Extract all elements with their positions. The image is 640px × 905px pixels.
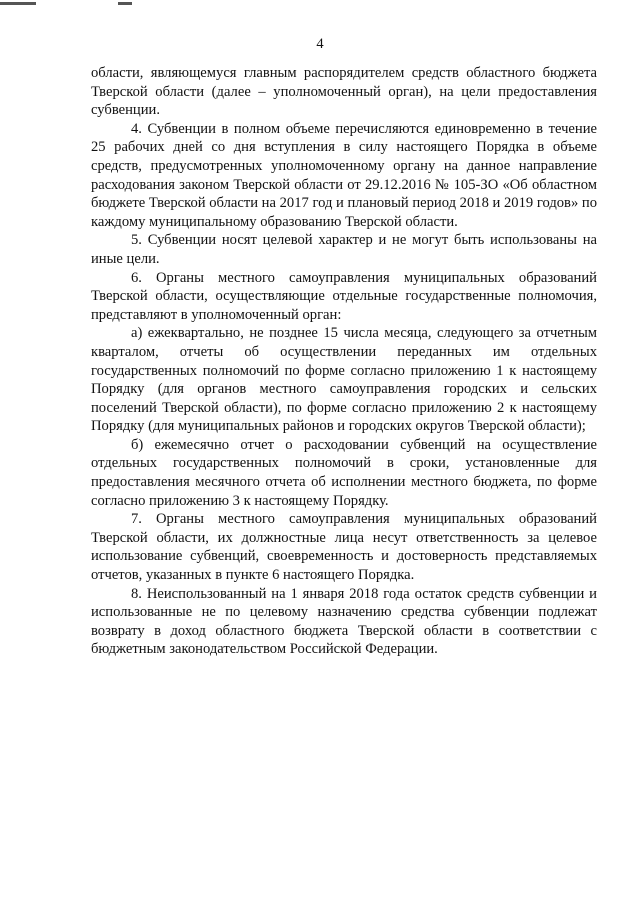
- paragraph-continuation: области, являющемуся главным распорядителем средств областного бюджета Тверской области (далее – уполномоченный орган), на цели предоставления субвенции.: [91, 65, 597, 119]
- paragraph-item-6: 6. Органы местного самоуправления муниципальных образований Тверской области, осуществляющие отдельные государственные полномочия, представляют в уполномоченный орган:: [91, 269, 597, 323]
- paragraph-item-4: 4. Субвенции в полном объеме перечисляются единовременно в течение 25 рабочих дней со дня вступления в силу настоящего Порядка в объеме средств, предусмотренных уполномоченному органу на данное направление расходования законом Тверской области от 29.12.2016 № 105-ЗО «Об областном бюджете Тверской области на 2017 год и плановый период 2018 и 2019 годов» по каждому муниципальному образованию Тверской области.: [91, 120, 597, 230]
- paragraph-item-6a: а) ежеквартально, не позднее 15 числа месяца, следующего за отчетным кварталом, отчеты об осуществлении переданных им отдельных государственных полномочий по форме согласно приложению 1 к настоящему Порядку (для органов местного самоуправления городских и сельских поселений Тверской области), по форме согласно приложению 2 к настоящему Порядку (для муниципальных районов и городских округов Тверской области);: [91, 325, 597, 435]
- paragraph-item-5: 5. Субвенции носят целевой характер и не могут быть использованы на иные цели.: [91, 232, 597, 267]
- paragraph-item-8: 8. Неиспользованный на 1 января 2018 года остаток средств субвенции и использованные не по целевому назначению средства субвенции подлежат возврату в доход областного бюджета Тверской области в соответствии с бюджетным законодательством Российской Федерации.: [91, 585, 597, 658]
- scan-artifact-mark: [118, 2, 132, 5]
- paragraph-item-6b: б) ежемесячно отчет о расходовании субвенций на осуществление отдельных государственных полномочий в сроки, установленные для предоставления месячного отчета об исполнении местного бюджета, по форме согласно приложению 3 к настоящему Порядку.: [91, 436, 597, 509]
- document-body: [91, 64, 597, 659]
- scan-artifact-mark: [0, 2, 36, 5]
- paragraph-item-7: 7. Органы местного самоуправления муниципальных образований Тверской области, их должностные лица несут ответственность за целевое использование субвенций, своевременность и достоверность представляемых отчетов, указанных в пункте 6 настоящего Порядка.: [91, 511, 597, 584]
- page-number: 4: [316, 36, 324, 52]
